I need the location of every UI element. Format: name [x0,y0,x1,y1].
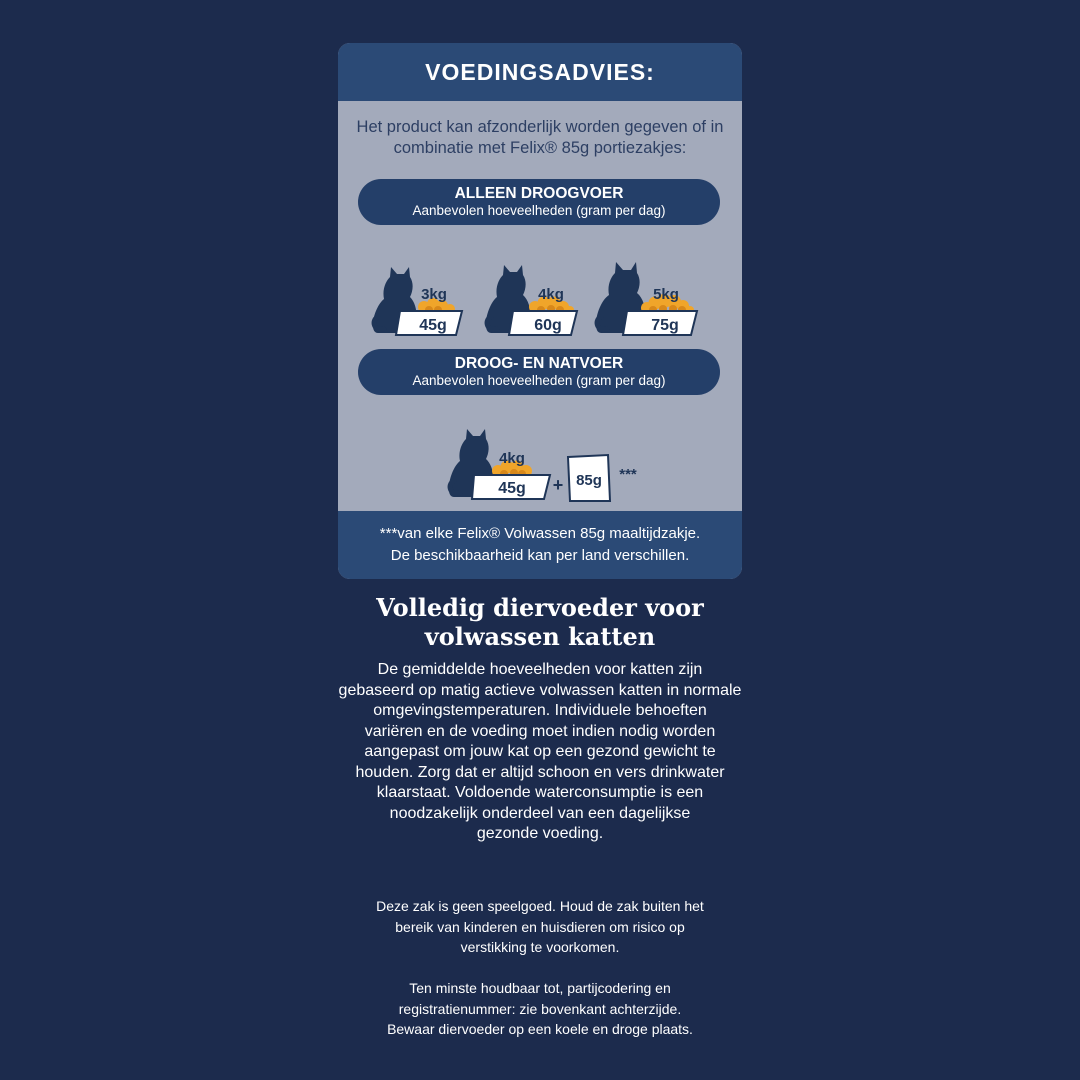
body-line: klaarstaat. Voldoende waterconsumptie is een [376,784,704,801]
body-line: variëren en de voeding moet indien nodig worden [364,722,716,740]
feeding-advice-card [338,43,742,579]
headline-line: Volledig diervoeder voor [376,593,704,622]
storage-line: Ten minste houdbaar tot, partijcodering en [409,980,671,996]
intro-line: combinatie met Felix® 85g portiezakjes: [393,139,687,157]
intro-text [338,117,742,159]
pouch-weight-label: 85g [576,472,602,489]
body-line: omgevingstemperaturen. Individuele behoeften [373,702,707,719]
headline [300,593,780,651]
storage-line: Bewaar diervoeder op een koele en droge plaats. [387,1021,693,1037]
portion-amount-label: 60g [534,317,562,334]
portion-amount-label: 75g [651,317,679,334]
mixed-food-subtitle: Aanbevolen hoeveelheden (gram per dag) [412,373,666,388]
feeding-explanation [330,660,750,845]
dry-food-subtitle: Aanbevolen hoeveelheden (gram per dag) [412,203,666,218]
cat-weight-label: 4kg [538,286,564,303]
intro-line: Het product kan afzonderlijk worden gegeven of in [356,118,724,136]
headline-line: volwassen katten [424,622,656,651]
warning-line: bereik van kinderen en huisdieren om risico op [395,918,685,935]
feeding-advice-title: VOEDINGSADVIES: [338,43,742,101]
footnote-line: ***van elke Felix® Volwassen 85g maaltijdzakje. [379,525,701,542]
storage-line: registratienummer: zie bovenkant achterzijde. [398,1000,682,1017]
mixed-food-portions [338,425,742,503]
cat-weight-label: 3kg [421,286,447,303]
body-line: gezonde voeding. [476,825,604,842]
dry-food-title: ALLEEN DROOGVOER [454,185,624,202]
dry-and-wet-food-pill [358,349,720,395]
warning-line: Deze zak is geen speelgoed. Houd de zak buiten het [376,898,704,914]
dry-food-portions [338,259,742,339]
storage-info [330,978,750,1040]
card-footnote [338,511,742,579]
body-line: aangepast om jouw kat op een gezond gewicht te [364,743,716,760]
dry-food-portions-graphic [338,259,742,339]
mixed-food-portions-graphic [338,425,742,503]
cat-weight-label: 5kg [653,286,679,303]
body-line: gebaseerd op matig actieve volwassen katten in normale [338,681,742,699]
plus-sign: + [552,475,564,495]
asterisks-note: *** [619,466,637,483]
body-line: noodzakelijk onderdeel van een dagelijkse [389,804,691,822]
safety-warning [330,896,750,958]
body-line: De gemiddelde hoeveelheden voor katten zijn [377,661,703,678]
mixed-food-title: DROOG- EN NATVOER [454,355,624,372]
cat-weight-label: 4kg [499,450,525,467]
warning-line: verstikking te voorkomen. [460,939,620,955]
portion-amount-label: 45g [498,480,526,497]
footnote-line: De beschikbaarheid kan per land verschillen. [390,547,690,564]
body-line: houden. Zorg dat er altijd schoon en vers drinkwater [355,763,725,781]
portion-amount-label: 45g [419,317,447,334]
dry-food-only-pill [358,179,720,225]
